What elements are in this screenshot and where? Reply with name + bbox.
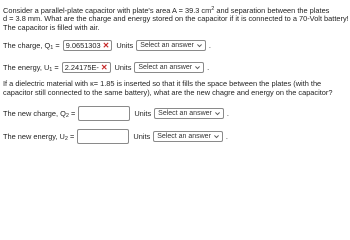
energy-units-select-label: Select an answer (138, 64, 193, 71)
energy-answer-field[interactable] (62, 62, 111, 73)
dielectric-line-1: If a dielectric material with κ= 1.85 is inserted so that it fills the space between the plates (with the (3, 79, 322, 88)
charge-units-select[interactable] (136, 40, 206, 51)
energy-units-select[interactable] (134, 62, 204, 73)
chevron-down-icon (213, 133, 220, 140)
new-energy-units-label: Units (133, 132, 151, 141)
new-charge-units-select[interactable] (154, 108, 224, 119)
problem-line-3: The capacitor is filled with air. (3, 23, 100, 32)
new-energy-units-select[interactable] (153, 131, 223, 142)
charge-value: 9.0651303 (65, 41, 101, 50)
problem-line-2: d = 3.8 mm. What are the charge and energy stored on the capacitor if it is connected to a 70-Volt battery! (3, 14, 349, 23)
dielectric-line-2: capacitor still connected to the same battery), what are the new chagre and energy on the capacitor? (3, 88, 333, 97)
new-energy-input[interactable] (77, 129, 129, 144)
new-charge-units-label: Units (134, 109, 152, 118)
new-charge-label: The new charge, Q2 = (3, 108, 76, 119)
energy-units-label: Units (114, 63, 132, 72)
chevron-down-icon (196, 42, 203, 49)
energy-period: . (207, 63, 210, 72)
problem-text-1a: Consider a parallel-plate capacitor with plate's area A = 39.3 cm (3, 6, 212, 15)
energy-row (3, 62, 209, 73)
charge-units-label: Units (116, 41, 134, 50)
new-charge-row (3, 106, 229, 121)
new-energy-row (3, 129, 228, 144)
superscript: 2 (211, 6, 215, 12)
new-energy-units-select-label: Select an answer (157, 133, 211, 140)
charge-label: The charge, Q1 = (3, 40, 60, 51)
new-charge-period: . (226, 109, 229, 118)
charge-row (3, 40, 211, 51)
problem-text-1b: and separation between the plates (214, 6, 330, 15)
chevron-down-icon (214, 110, 221, 117)
charge-period: . (208, 41, 211, 50)
charge-answer-field[interactable] (63, 40, 113, 51)
new-energy-label: The new energy, U2 = (3, 131, 75, 142)
chevron-down-icon (194, 64, 201, 71)
x-mark-icon: ✕ (100, 63, 108, 72)
charge-units-select-label: Select an answer (140, 42, 194, 49)
x-mark-icon: ✕ (102, 41, 110, 50)
new-energy-period: . (225, 132, 228, 141)
new-charge-input[interactable] (78, 106, 130, 121)
energy-value: 2.24175E- (64, 63, 99, 72)
new-charge-units-select-label: Select an answer (158, 110, 212, 117)
energy-label: The energy, U1 = (3, 62, 59, 73)
